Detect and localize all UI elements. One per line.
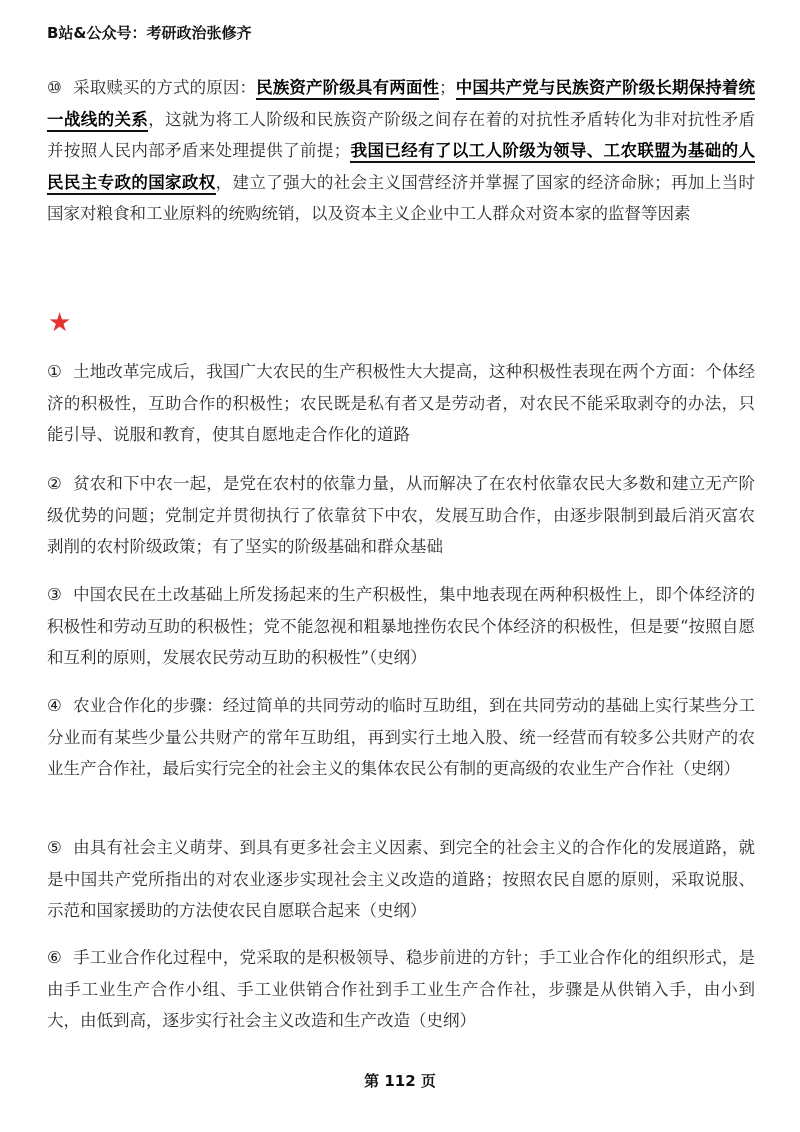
item-number: ⑩ <box>47 78 62 97</box>
item-text: ； <box>439 78 456 97</box>
page-number: 第 112 页 <box>364 1072 436 1090</box>
item-text: 中国农民在土改基础上所发扬起来的生产积极性，集中地表现在两种积极性上，即个体经济的积极性和劳动互助的积极性；党不能忽视和粗暴地挫伤农民个体经济的积极性，但是要“按照自愿和互利的原则，发展农民劳动互助的积极性”（史纲） <box>47 585 755 667</box>
item-number: ③ <box>47 585 62 604</box>
list-item <box>47 690 755 785</box>
list-item <box>47 356 755 451</box>
item-number: ⑥ <box>47 948 62 967</box>
item-number: ④ <box>47 696 62 715</box>
page-header: B站&公众号：考研政治张修齐 <box>47 24 252 42</box>
item-number: ① <box>47 362 62 381</box>
highlight-text: 中国共产党与民族资产阶级长期保持着统一战线的关系 <box>47 78 755 132</box>
list-item <box>47 942 755 1037</box>
list-item <box>47 468 755 563</box>
highlight-text: 民族资产阶级具有两面性 <box>256 78 439 100</box>
item-text: 土地改革完成后，我国广大农民的生产积极性大大提高，这种积极性表现在两个方面：个体经济的积极性，互助合作的积极性；农民既是私有者又是劳动者，对农民不能采取剥夺的办法，只能引导、说服和教育，使其自愿地走合作化的道路 <box>47 362 755 444</box>
list-item <box>47 832 755 927</box>
list-item <box>47 579 755 674</box>
item-text: ，建立了强大的社会主义国营经济并掌握了国家的经济命脉；再加上当时国家对粮食和工业原料的统购统销，以及资本主义企业中工人群众对资本家的监督等因素 <box>47 172 756 223</box>
item-number: ⑤ <box>47 838 62 857</box>
item-number: ② <box>47 474 62 493</box>
item-10 <box>47 72 755 230</box>
highlight-text: 我国已经有了以工人阶级为领导、工农联盟为基础的人民民主专政的国家政权 <box>47 141 755 195</box>
item-text: 手工业合作化过程中，党采取的是积极领导、稳步前进的方针；手工业合作化的组织形式，是由手工业生产合作小组、手工业供销合作社到手工业生产合作社，步骤是从供销入手，由小到大，由低到高，逐步实行社会主义改造和生产改造（史纲） <box>47 948 755 1030</box>
item-text: 贫农和下中农一起，是党在农村的依靠力量，从而解决了在农村依靠农民大多数和建立无产阶级优势的问题；党制定并贯彻执行了依靠贫下中农，发展互助合作，由逐步限制到最后消灭富农剥削的农村阶级政策；有了坚实的阶级基础和群众基础 <box>47 474 755 556</box>
star-icon: ★ <box>48 308 72 338</box>
item-text: 由具有社会主义萌芽、到具有更多社会主义因素、到完全的社会主义的合作化的发展道路，就是中国共产党所指出的对农业逐步实现社会主义改造的道路；按照农民自愿的原则，采取说服、示范和国家援助的方法使农民自愿联合起来（史纲） <box>47 838 755 920</box>
item-text: ，这就为将工人阶级和民族资产阶级之间存在着的对抗性矛盾转化为非对抗性矛盾并按照人民内部矛盾来处理提供了前提； <box>47 109 756 160</box>
item-text: 农业合作化的步骤：经过简单的共同劳动的临时互助组，到在共同劳动的基础上实行某些分工分业而有某些少量公共财产的常年互助组，再到实行土地入股、统一经营而有较多公共财产的农业生产合作社，最后实行完全的社会主义的集体农民公有制的更高级的农业生产合作社（史纲） <box>47 696 755 778</box>
item-text: 采取赎买的方式的原因： <box>73 78 257 97</box>
